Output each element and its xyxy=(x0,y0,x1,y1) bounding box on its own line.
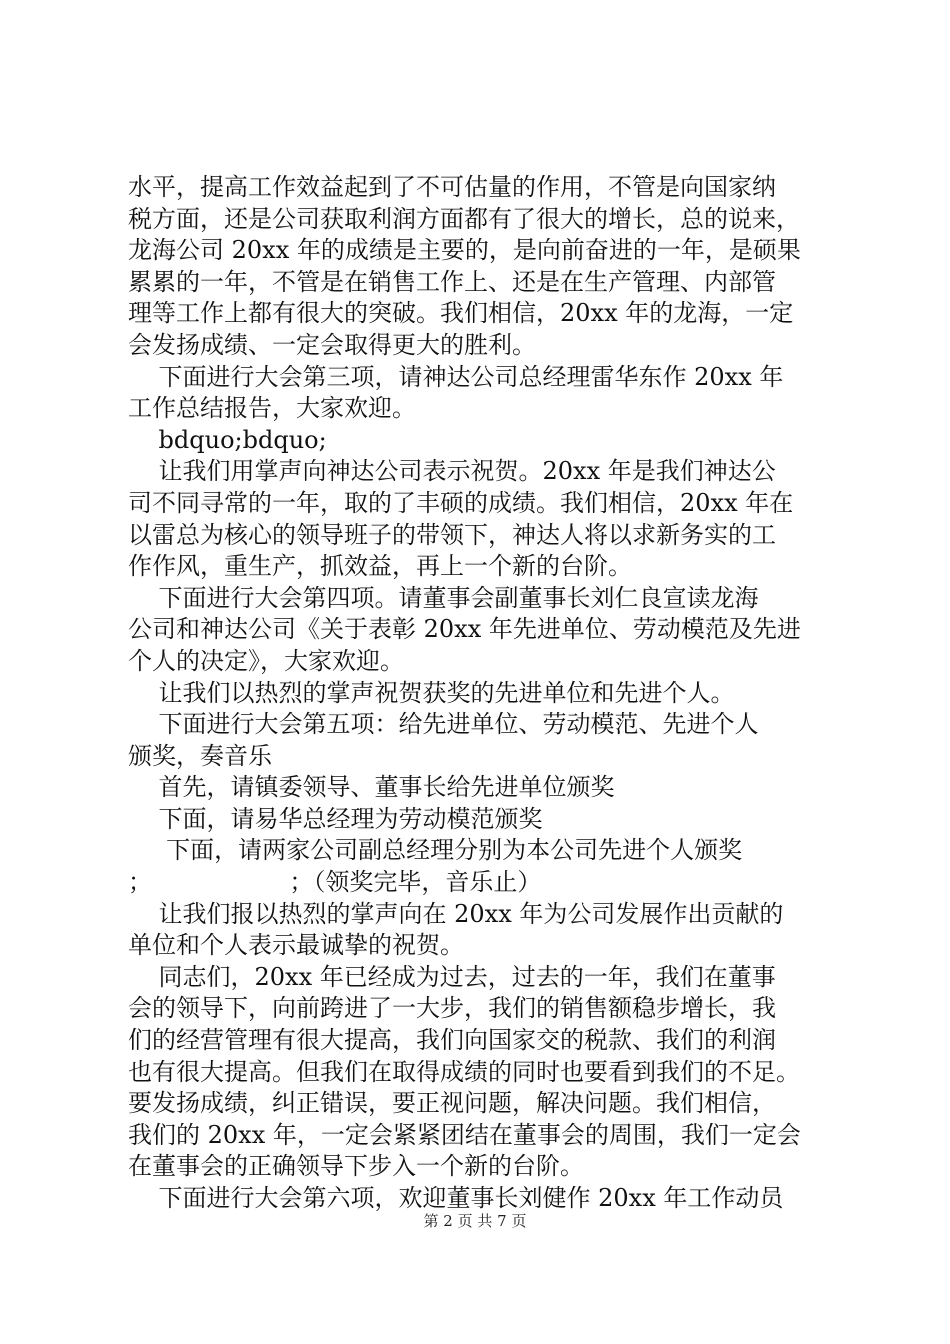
text-line: 要发扬成绩，纠正错误，要正视问题，解决问题。我们相信， xyxy=(128,1089,776,1118)
text-line: 累累的一年，不管是在销售工作上、还是在生产管理、内部管 xyxy=(128,267,776,296)
text-line: 们的经营管理有很大提高，我们向国家交的税款、我们的利润 xyxy=(128,1026,776,1055)
text-line: 单位和个人表示最诚挚的祝贺。 xyxy=(128,931,464,960)
text-line: 下面，请易华总经理为劳动模范颁奖 xyxy=(128,804,543,833)
text-line: 颁奖，奏音乐 xyxy=(128,741,272,770)
text-line: 理等工作上都有很大的突破。我们相信，20xx 年的龙海，一定 xyxy=(128,299,794,328)
page-footer: 第 2 页 共 7 页 xyxy=(423,1212,527,1230)
text-line: 让我们报以热烈的掌声向在 20xx 年为公司发展作出贡献的 xyxy=(128,899,784,928)
text-line: 我们的 20xx 年，一定会紧紧团结在董事会的周围，我们一定会 xyxy=(128,1120,801,1149)
text-line: 龙海公司 20xx 年的成绩是主要的，是向前奋进的一年，是硕果 xyxy=(128,236,801,265)
text-line: 公司和神达公司《关于表彰 20xx 年先进单位、劳动模范及先进 xyxy=(128,615,801,644)
text-line: 以雷总为核心的领导班子的带领下，神达人将以求新务实的工 xyxy=(128,520,776,549)
text-line: ； ；（领奖完毕，音乐止） xyxy=(128,868,542,897)
text-line: 个人的决定》，大家欢迎。 xyxy=(128,646,404,675)
text-line: 下面，请两家公司副总经理分别为本公司先进个人颁奖 xyxy=(128,836,743,865)
text-line: 水平，提高工作效益起到了不可估量的作用，不管是向国家纳 xyxy=(128,173,776,201)
text-line: 税方面，还是公司获取利润方面都有了很大的增长，总的说来， xyxy=(128,204,800,233)
text-line: 工作总结报告，大家欢迎。 xyxy=(128,394,416,423)
text-line: 下面进行大会第四项。请董事会副董事长刘仁良宣读龙海 xyxy=(128,583,759,612)
text-line: 同志们，20xx 年已经成为过去，过去的一年，我们在董事 xyxy=(128,962,776,991)
text-line: 下面进行大会第三项，请神达公司总经理雷华东作 20xx 年 xyxy=(128,362,784,391)
text-line: 作作风，重生产，抓效益，再上一个新的台阶。 xyxy=(128,552,632,581)
text-line: 让我们以热烈的掌声祝贺获奖的先进单位和先进个人。 xyxy=(128,678,735,707)
text-line: 首先，请镇委领导、董事长给先进单位颁奖 xyxy=(128,773,615,802)
text-line: 司不同寻常的一年，取的了丰硕的成绩。我们相信，20xx 年在 xyxy=(128,488,794,517)
text-line: 也有很大提高。但我们在取得成绩的同时也要看到我们的不足。 xyxy=(128,1057,800,1086)
text-line: 会的领导下，向前跨进了一大步，我们的销售额稳步增长，我 xyxy=(128,994,776,1023)
document-body xyxy=(128,172,848,1215)
text-line: 下面进行大会第六项，欢迎董事长刘健作 20xx 年工作动员 xyxy=(128,1184,784,1212)
text-line: 让我们用掌声向神达公司表示祝贺。20xx 年是我们神达公 xyxy=(128,457,776,486)
text-line: 下面进行大会第五项：给先进单位、劳动模范、先进个人 xyxy=(128,710,759,739)
text-line: 在董事会的正确领导下步入一个新的台阶。 xyxy=(128,1152,584,1181)
text-line: bdquo;bdquo; xyxy=(128,425,327,454)
text-line: 会发扬成绩、一定会取得更大的胜利。 xyxy=(128,330,536,359)
